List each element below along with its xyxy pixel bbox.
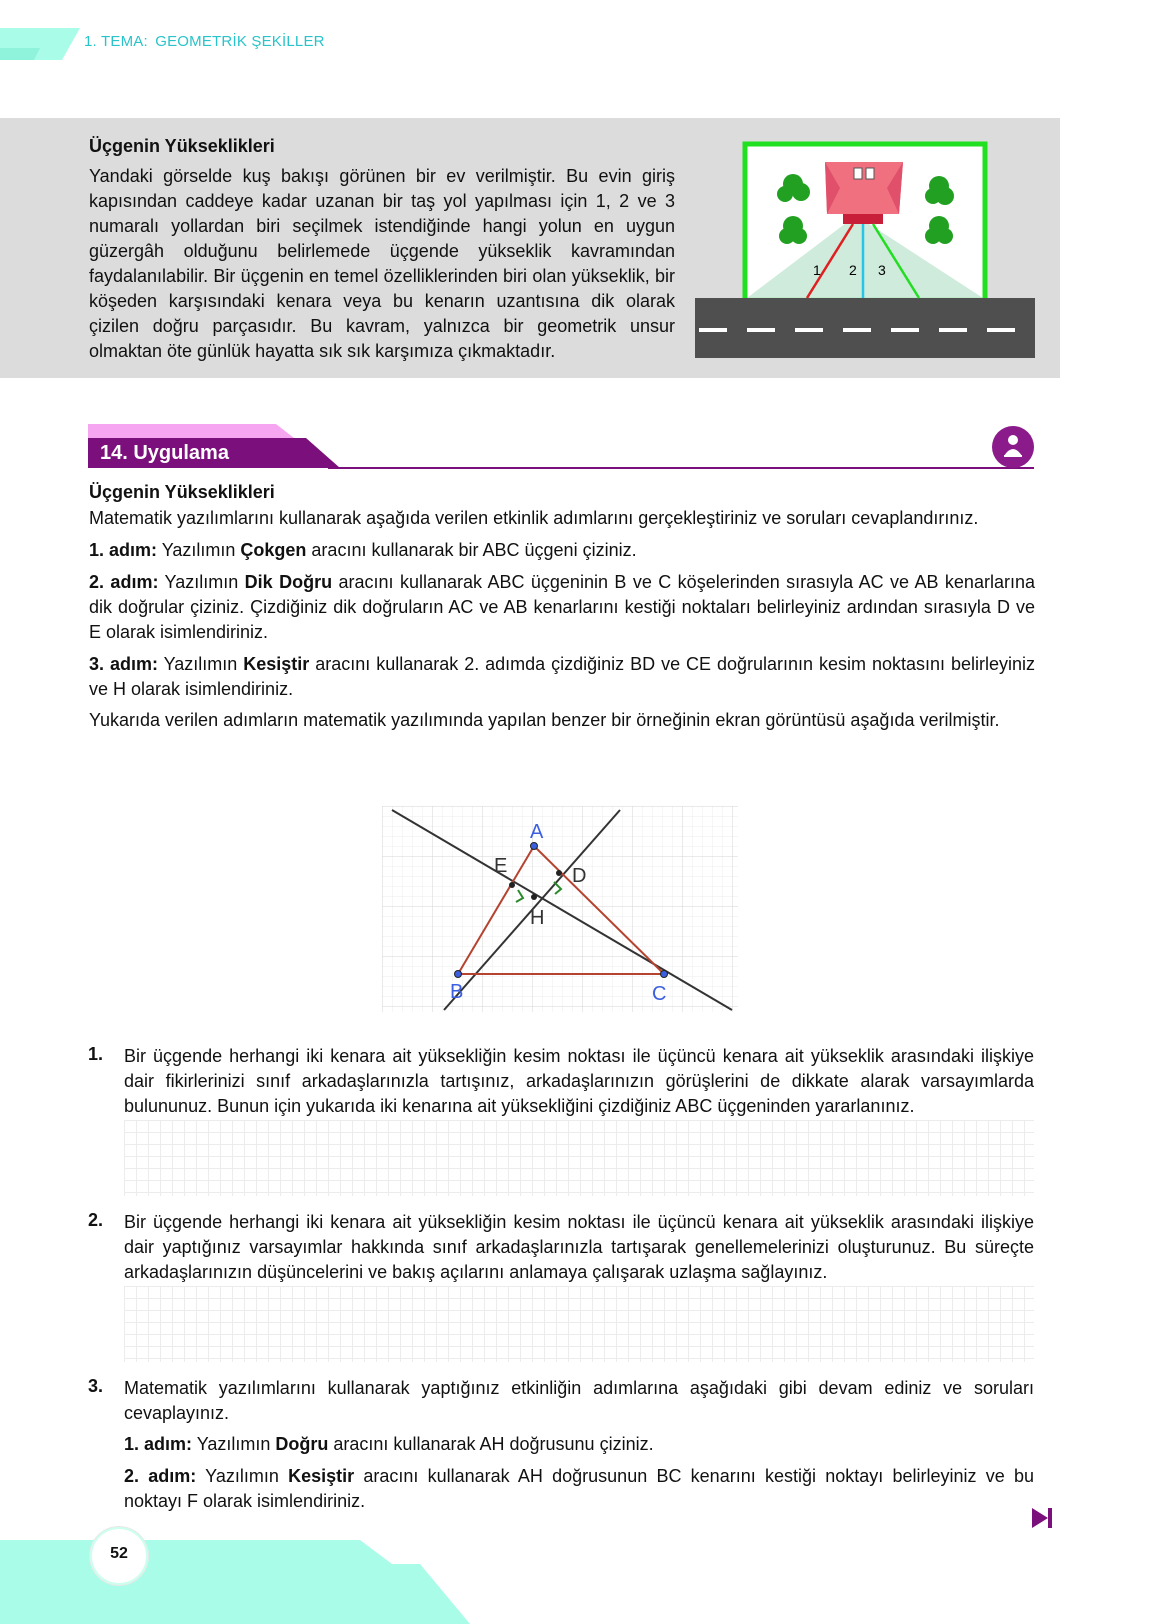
section-outro: Yukarıda verilen adımların matematik yazılımında yapılan benzer bir örneğinin ekran görüntüsü aşağıda verilmiştir. <box>89 710 1000 730</box>
label-B: B <box>450 981 464 1003</box>
label-D: D <box>572 865 587 887</box>
next-page-icon[interactable] <box>1030 1506 1054 1530</box>
path-label-1: 1 <box>813 262 821 278</box>
answer-area-2[interactable] <box>124 1286 1034 1362</box>
header-tab-shape <box>0 28 90 60</box>
question-3-step-1 <box>124 1432 1034 1457</box>
question-2-text: Bir üçgende herhangi iki kenara ait yüksekliğin kesim noktası ile üçüncü kenara ait yükseklik arasındaki ilişkiye dair yaptığınız varsayımlar hakkında sınıf arkadaşlarınızla tartışarak genellemelerinizi oluşturunuz. Bu süreçte arkadaşlarınızın düşüncelerini ve bakış açılarını anlamaya çalışarak uzlaşma sağlayınız. <box>124 1212 1034 1282</box>
triangle-altitudes-figure <box>382 806 738 1012</box>
step-1 <box>89 538 1035 563</box>
question-1-number: 1. <box>88 1044 104 1064</box>
point-A <box>531 843 538 850</box>
step-1-text-b: aracını kullanarak bir ABC üçgeni çiziniz. <box>306 540 637 560</box>
info-title: Üçgenin Yükseklikleri <box>89 136 275 156</box>
q3-step-2-label: 2. adım: <box>124 1466 197 1486</box>
label-A: A <box>530 821 544 843</box>
q3-step-1-label: 1. adım: <box>124 1434 193 1454</box>
path-label-3: 3 <box>878 262 886 278</box>
label-E: E <box>494 855 508 877</box>
page-number: 52 <box>110 1545 128 1562</box>
section-intro: Matematik yazılımlarını kullanarak aşağıda verilen etkinlik adımlarını gerçekleştiriniz ve soruları cevaplandırınız. <box>89 508 979 528</box>
step-1-tool: Çokgen <box>240 540 307 560</box>
point-E <box>509 882 515 888</box>
header-title: GEOMETRİK ŞEKİLLER <box>155 33 325 50</box>
step-3-tool: Kesiştir <box>243 654 310 674</box>
step-3-label: 3. adım: <box>89 654 158 674</box>
step-2-text-b: aracını kullanarak ABC üçgeninin B ve C köşelerinden sırasıyla AC ve AB kenarlarına dik doğrular çiziniz. Çizdiğiniz dik doğruların AC ve AB kenarlarını kestiği noktaları belirleyiniz ardından sırasıyla D ve E olarak isimlendiriniz. <box>89 572 1035 642</box>
question-3-number: 3. <box>88 1376 104 1396</box>
section-title: 14. Uygulama <box>100 442 229 464</box>
point-C <box>661 971 668 978</box>
step-2-label: 2. adım: <box>89 572 159 592</box>
point-B <box>455 971 462 978</box>
step-1-label: 1. adım: <box>89 540 158 560</box>
step-3-text-b: aracını kullanarak 2. adımda çizdiğiniz BD ve CE doğrularının kesim noktasını belirleyiniz ve H olarak isimlendiriniz. <box>89 654 1035 699</box>
header-prefix: 1. TEMA: <box>84 33 148 50</box>
step-2 <box>89 570 1035 645</box>
house-illustration <box>695 140 1035 358</box>
q3-step-1-text-b: aracını kullanarak AH doğrusunu çiziniz. <box>328 1434 654 1454</box>
person-icon <box>992 426 1034 468</box>
answer-area-1[interactable] <box>124 1120 1034 1196</box>
step-2-tool: Dik Doğru <box>244 572 333 592</box>
step-3 <box>89 652 1035 702</box>
question-3-step-2 <box>124 1464 1034 1514</box>
section-heading-bar <box>88 420 1034 470</box>
info-text: Yandaki görselde kuş bakışı görünen bir ev verilmiştir. Bu evin giriş kapısından caddeye kadar uzanan bir taş yol yapılması için 1, 2 ve 3 numaralı yollardan biri seçilmek istendiğinde hangi yolun en uygun güzergâh olduğunu belirlemede üçgende yükseklik kavramından faydalanılabilir. Bir üçgenin en temel özelliklerinden biri olan yükseklik, bir köşeden karşısındaki kenara veya bu kenarın uzantısına dik olarak çizilen doğru parçasıdır. Bu kavram, yalnızca bir geometrik unsur olmaktan öte günlük hayatta sık sık karşımıza çıkmaktadır. <box>89 166 675 361</box>
label-C: C <box>652 983 667 1005</box>
label-H: H <box>530 907 545 929</box>
section-subtitle: Üçgenin Yükseklikleri <box>89 482 275 502</box>
question-2-number: 2. <box>88 1210 104 1230</box>
q3-step-2-text-b: aracını kullanarak AH doğrusunun BC kenarını kestiği noktayı belirleyiniz ve bu noktayı F olarak isimlendiriniz. <box>124 1466 1034 1511</box>
step-2-text-a: Yazılımın <box>158 572 245 592</box>
step-3-text-a: Yazılımın <box>157 654 244 674</box>
footer-band <box>0 1540 1152 1624</box>
q3-step-2-text-a: Yazılımın <box>196 1466 289 1486</box>
point-D <box>556 870 562 876</box>
header-breadcrumb <box>84 33 325 50</box>
point-H <box>531 894 537 900</box>
q3-step-1-tool: Doğru <box>275 1434 329 1454</box>
q3-step-2-tool: Kesiştir <box>288 1466 355 1486</box>
house-door <box>843 214 883 224</box>
question-1-text: Bir üçgende herhangi iki kenara ait yüksekliğin kesim noktası ile üçüncü kenara ait yükseklik arasındaki ilişkiye dair fikirlerinizi sınıf arkadaşlarınızla tartışınız, arkadaşlarınızın görüşlerini de dikkate alarak varsayımlarda bulununuz. Bunun için yukarıda iki kenarına ait yüksekliğini çizdiğiniz ABC üçgeninden yararlanınız. <box>124 1046 1034 1116</box>
q3-step-1-text-a: Yazılımın <box>192 1434 276 1454</box>
step-1-text-a: Yazılımın <box>157 540 241 560</box>
path-label-2: 2 <box>849 262 857 278</box>
question-3-text: Matematik yazılımlarını kullanarak yaptığınız etkinliğin adımlarına aşağıdaki gibi devam ediniz ve soruları cevaplayınız. <box>124 1378 1034 1423</box>
